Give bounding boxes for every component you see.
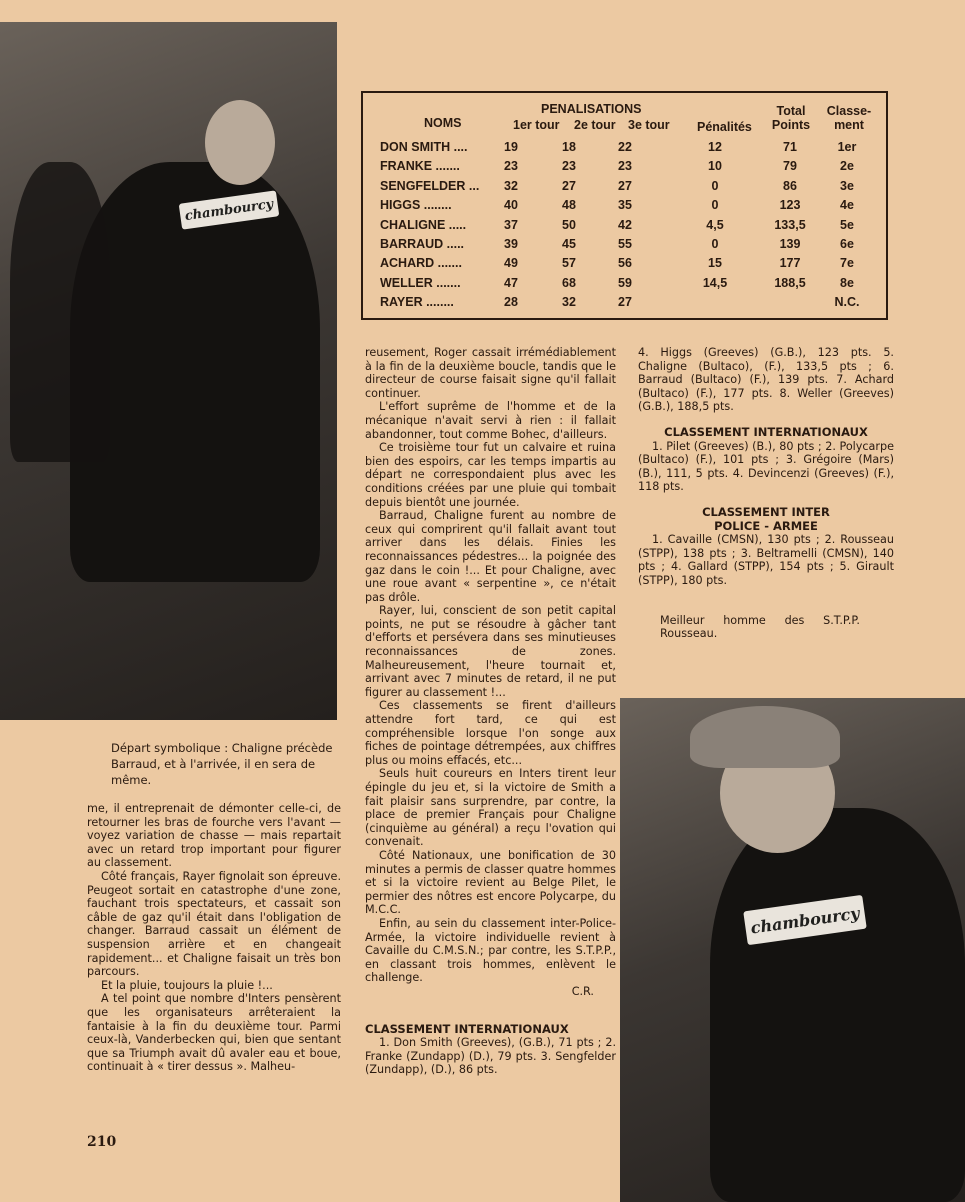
heading-police-armee: POLICE - ARMEE xyxy=(714,518,818,533)
rider-figure-2 xyxy=(10,162,110,462)
rider-name: RAYER ........ xyxy=(380,295,454,310)
classement-value: 1er xyxy=(837,140,857,154)
tour2-value: 45 xyxy=(562,237,576,251)
tour2-value: 27 xyxy=(562,178,576,193)
table-row xyxy=(363,295,886,314)
rider-cap xyxy=(690,706,840,768)
heading-classement-nationaux: CLASSEMENT INTERNATIONAUX xyxy=(664,424,868,439)
tour3-value: 56 xyxy=(618,256,632,271)
rider-figure xyxy=(710,808,965,1202)
col2-paragraph: Rayer, lui, conscient de son petit capital points, ne put se résoudre à gâcher tant d'efforts et persévera dans ses minutieuses reconnaissances de zones. Malheureusement, l'heure tournait et, arrivant avec 7 minutes de retard, il ne put figurer au classement !... xyxy=(365,604,616,699)
col2-paragraph: Barraud, Chaligne furent au nombre de ceux qui comprirent qu'il fallait avant tout arriver dans les délais. Finies les reconnaissances pédestres... la poignée des gaz dans le coin !... Et pour Chaligne, avec une roue avant « serpentine », ce n'était pas drôle. xyxy=(365,509,616,604)
header-penalisations: PENALISATIONS xyxy=(541,102,642,116)
tour1-value: 39 xyxy=(504,237,518,251)
bib-logo: chambourcy xyxy=(179,190,280,229)
table-row xyxy=(363,276,886,295)
table-row xyxy=(363,179,886,198)
header-noms: NOMS xyxy=(424,116,462,130)
tour1-value: 47 xyxy=(504,275,518,290)
results-internationaux-1: 1. Don Smith (Greeves), (G.B.), 71 pts ; 2. Franke (Zundapp) (D.), 79 pts. 3. Sengfelder (Zundapp), (D.), 86 pts. xyxy=(365,1036,616,1077)
article-column-3 xyxy=(638,346,894,641)
header-total: Total Points xyxy=(771,104,811,132)
photo-caption: Départ symbolique : Chaligne précède Barraud, et à l'arrivée, il en sera de même. xyxy=(111,741,333,787)
rider-name: DON SMITH .... xyxy=(380,140,468,154)
col2-paragraph: Enfin, au sein du classement inter-Police-Armée, la victoire individuelle revient à Cavaille du C.M.S.N.; par contre, les S.T.P.P., en classant trois hommes, enlèvent le challenge. xyxy=(365,916,616,985)
tour3-value: 35 xyxy=(618,198,632,213)
photo-rider-cap xyxy=(620,698,965,1202)
results-nationaux: 1. Pilet (Greeves) (B.), 80 pts ; 2. Polycarpe (Bultaco) (F.), 101 pts ; 3. Grégoire (Mars) (B.), 111, 5 pts. 4. Devincenzi (Greeves) (F.), 118 pts. xyxy=(638,439,894,494)
results-internationaux-2: 4. Higgs (Greeves) (G.B.), 123 pts. 5. Chaligne (Bultaco), (F.), 133,5 pts ; 6. Barraud (Bultaco) (F.), 139 pts. 7. Achard (Bultaco) (F.), 177 pts. 8. Weller (Greeves) (G.B.), 188,5 pts. xyxy=(638,346,894,414)
tour1-value: 28 xyxy=(504,295,518,310)
col1-paragraph: Et la pluie, toujours la pluie !... xyxy=(101,978,273,992)
penalites-value: 0 xyxy=(711,237,719,251)
table-row xyxy=(363,256,886,275)
header-tour2: 2e tour xyxy=(574,118,616,132)
tour3-value: 59 xyxy=(618,275,632,290)
rider-name: HIGGS ........ xyxy=(380,198,452,213)
total-value: 133,5 xyxy=(774,217,806,232)
tour2-value: 48 xyxy=(562,198,576,213)
tour3-value: 27 xyxy=(618,295,632,310)
tour2-value: 57 xyxy=(562,256,576,271)
total-value: 188,5 xyxy=(774,275,806,290)
tour2-value: 18 xyxy=(562,140,576,154)
page-number: 210 xyxy=(87,1134,117,1150)
penalites-value: 0 xyxy=(711,178,719,193)
classement-value: 4e xyxy=(840,198,854,213)
col2-paragraph: L'effort suprême de l'homme et de la mécanique n'avait servi à rien : il fallait abandonner, tout comme Bohec, d'ailleurs. xyxy=(365,400,616,441)
col2-paragraph: reusement, Roger cassait irrémédiablement à la fin de la deuxième boucle, tandis que le directeur de course faisait signe qu'il fallait continuer. xyxy=(365,346,616,400)
tour2-value: 68 xyxy=(562,275,576,290)
rider-name: CHALIGNE ..... xyxy=(380,217,467,232)
table-row xyxy=(363,218,886,237)
best-man-note: Meilleur homme des S.T.P.P. Rousseau. xyxy=(660,613,860,641)
tour3-value: 23 xyxy=(618,159,632,174)
col2-paragraph: Ce troisième tour fut un calvaire et ruina bien des espoirs, car les temps impartis au départ ne correspondaient plus avec les conditions créées par une pluie qui tombait depuis bientôt une journée. xyxy=(365,441,616,509)
tour2-value: 23 xyxy=(562,159,576,174)
article-column-2 xyxy=(365,346,616,1077)
heading-classement-internationaux: CLASSEMENT INTERNATIONAUX xyxy=(365,1021,569,1036)
classement-value: 6e xyxy=(840,237,854,251)
article-column-1 xyxy=(87,802,341,1074)
tour1-value: 32 xyxy=(504,178,518,193)
penalites-value: 10 xyxy=(708,159,722,174)
rider-name: FRANKE ....... xyxy=(380,159,460,174)
tour3-value: 42 xyxy=(618,217,632,232)
col2-paragraph: Seuls huit coureurs en Inters tirent leur épingle du jeu et, si la victoire de Smith a fait plaisir sans surprendre, par contre, la place de premier Français pour Chaligne (cinquième au général) a reçu l'ovation qui convenait. xyxy=(365,767,616,849)
penalites-value: 14,5 xyxy=(702,275,728,290)
col2-paragraph: Ces classements se firent d'ailleurs attendre fort tard, ce qui est compréhensible lorsque l'on songe aux fiches de pointage détrempées, aux chiffres plus ou moins effacés, etc... xyxy=(365,699,616,767)
total-value: 79 xyxy=(783,159,797,174)
classement-value: 7e xyxy=(840,256,854,271)
total-value: 71 xyxy=(783,140,797,154)
rider-name: SENGFELDER ... xyxy=(380,178,480,193)
col1-paragraph: Côté français, Rayer fignolait son épreuve. Peugeot sortait en catastrophe d'une zone, fauchant trois spectateurs, et cassait son câble de gaz qu'il était dans l'obligation de changer. Barraud cassait un élément de suspension arrière et en changeait rapidement... et Chaligne faisait un très bon parcours. xyxy=(87,869,341,979)
classement-value: N.C. xyxy=(834,295,860,310)
table-row xyxy=(363,237,886,256)
tour2-value: 50 xyxy=(562,217,576,232)
total-value: 177 xyxy=(779,256,801,271)
header-tour3: 3e tour xyxy=(628,118,670,132)
tour3-value: 55 xyxy=(618,237,632,251)
col1-paragraph: A tel point que nombre d'Inters pensèrent que les organisateurs arrêteraient la fantaisie à la fin du deuxième tour. Parmi ceux-là, Vanderbecken qui, bien que sentant que sa Triumph avait dû avaler eau et boue, continuait à « tirer dessus ». Malheu- xyxy=(87,992,341,1074)
rider-name: ACHARD ....... xyxy=(380,256,462,271)
tour2-value: 32 xyxy=(562,295,576,310)
results-police-armee: 1. Cavaille (CMSN), 130 pts ; 2. Rousseau (STPP), 138 pts ; 3. Beltramelli (CMSN), 140 pts ; 4. Gallard (STPP), 154 pts ; 5. Girault (STPP), 180 pts. xyxy=(638,533,894,587)
tour1-value: 49 xyxy=(504,256,518,271)
header-tour1: 1er tour xyxy=(513,118,560,132)
results-table xyxy=(361,91,888,320)
tour1-value: 19 xyxy=(504,140,518,154)
header-penalites: Pénalités xyxy=(697,120,752,134)
table-row xyxy=(363,159,886,178)
author-signature: C.R. xyxy=(571,984,594,998)
heading-classement-inter: CLASSEMENT INTER xyxy=(702,504,830,519)
tour1-value: 37 xyxy=(504,217,518,232)
col1-paragraph: me, il entreprenait de démonter celle-ci, de retourner les bras de fourche vers l'avant — voyez variation de chasse — mais repartait avec un retard trop important pour figurer au classement. xyxy=(87,802,341,870)
rider-name: BARRAUD ..... xyxy=(380,237,465,251)
total-value: 86 xyxy=(783,178,797,193)
penalites-value: 12 xyxy=(708,140,722,154)
total-value: 123 xyxy=(779,198,801,213)
tour3-value: 22 xyxy=(618,140,632,154)
bib-logo: chambourcy xyxy=(743,895,867,945)
table-row xyxy=(363,198,886,217)
penalites-value: 4,5 xyxy=(706,217,724,232)
header-classement: Classe- ment xyxy=(826,104,872,132)
tour1-value: 23 xyxy=(504,159,518,174)
table-row xyxy=(363,140,886,159)
classement-value: 5e xyxy=(840,217,854,232)
photo-riders-start xyxy=(0,22,337,720)
classement-value: 3e xyxy=(840,178,854,193)
rider-name: WELLER ....... xyxy=(380,275,461,290)
penalites-value: 15 xyxy=(708,256,722,271)
penalites-value: 0 xyxy=(711,198,719,213)
classement-value: 2e xyxy=(840,159,854,174)
tour3-value: 27 xyxy=(618,178,632,193)
total-value: 139 xyxy=(779,237,801,251)
col2-paragraph: Côté Nationaux, une bonification de 30 minutes a permis de classer quatre hommes et si la victoire revient au Belge Pilet, le permier des nôtres est encore Polycarpe, du M.C.C. xyxy=(365,848,616,917)
classement-value: 8e xyxy=(840,275,854,290)
tour1-value: 40 xyxy=(504,198,518,213)
rider-head xyxy=(205,100,275,185)
